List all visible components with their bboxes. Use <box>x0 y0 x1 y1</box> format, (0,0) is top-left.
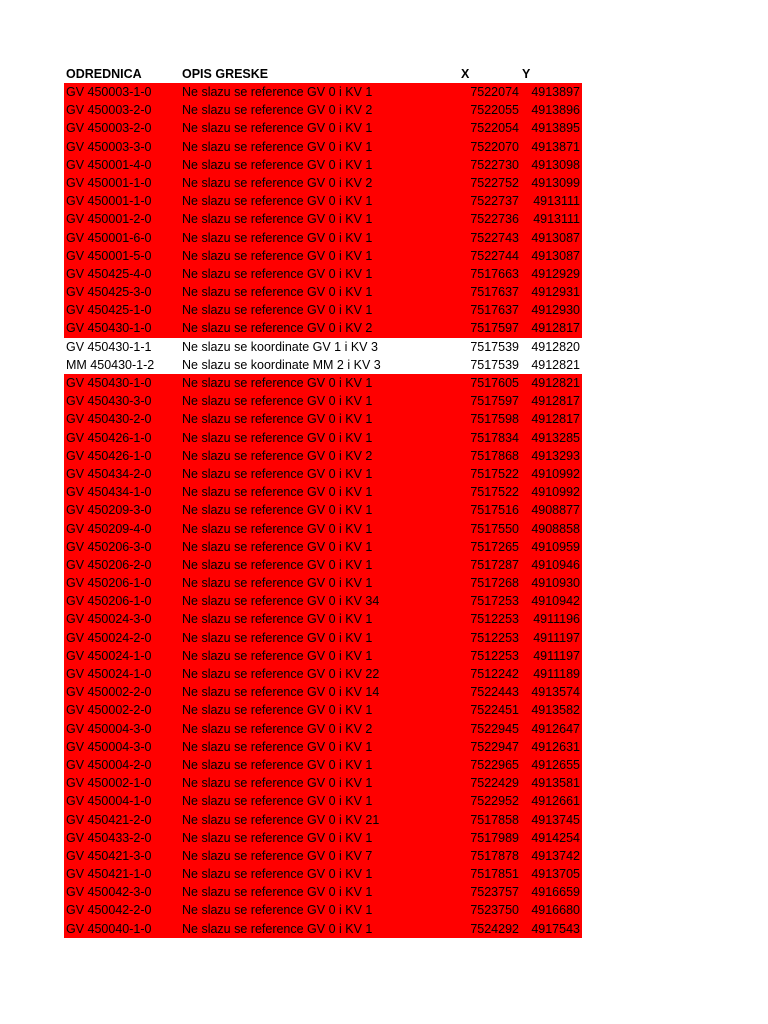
table-row <box>64 865 582 883</box>
cell-y[interactable]: 4912817 <box>531 412 580 427</box>
cell-description[interactable]: Ne slazu se reference GV 0 i KV 1 <box>182 412 373 427</box>
cell-code[interactable]: GV 450004-2-0 <box>66 757 152 772</box>
cell-code[interactable]: GV 450001-2-0 <box>66 212 152 227</box>
table-row <box>64 447 582 465</box>
cell-description[interactable]: Ne slazu se reference GV 0 i KV 1 <box>182 485 373 500</box>
cell-description[interactable]: Ne slazu se reference GV 0 i KV 1 <box>182 194 373 209</box>
cell-x[interactable]: 7522752 <box>470 175 519 190</box>
cell-x[interactable]: 7517663 <box>470 266 519 281</box>
cell-y[interactable]: 4913705 <box>531 867 580 882</box>
cell-code[interactable]: GV 450002-2-0 <box>66 703 152 718</box>
table-row <box>64 811 582 829</box>
header-code[interactable]: ODREDNICA <box>66 67 142 81</box>
cell-code[interactable]: GV 450206-1-0 <box>66 594 152 609</box>
table-row <box>64 465 582 483</box>
cell-description[interactable]: Ne slazu se koordinate GV 1 i KV 3 <box>182 339 378 354</box>
cell-description[interactable]: Ne slazu se reference GV 0 i KV 1 <box>182 248 373 263</box>
table-row <box>64 647 582 665</box>
cell-description[interactable]: Ne slazu se reference GV 0 i KV 2 <box>182 448 373 463</box>
cell-description[interactable]: Ne slazu se reference GV 0 i KV 14 <box>182 685 380 700</box>
table-row <box>64 701 582 719</box>
cell-y[interactable]: 4916680 <box>531 903 580 918</box>
cell-description[interactable]: Ne slazu se reference GV 0 i KV 1 <box>182 830 373 845</box>
cell-description[interactable]: Ne slazu se reference GV 0 i KV 1 <box>182 266 373 281</box>
cell-code[interactable]: GV 450002-2-0 <box>66 685 152 700</box>
cell-description[interactable]: Ne slazu se reference GV 0 i KV 1 <box>182 867 373 882</box>
table-row <box>64 901 582 919</box>
cell-x[interactable]: 7517539 <box>470 357 519 372</box>
table-row <box>64 410 582 428</box>
cell-code[interactable]: GV 450430-1-1 <box>66 339 152 354</box>
cell-description[interactable]: Ne slazu se reference GV 0 i KV 1 <box>182 539 373 554</box>
cell-y[interactable]: 4913574 <box>531 685 580 700</box>
cell-description[interactable]: Ne slazu se reference GV 0 i KV 1 <box>182 739 373 754</box>
cell-y[interactable]: 4913099 <box>531 175 580 190</box>
cell-code[interactable]: GV 450001-1-0 <box>66 194 152 209</box>
table-row <box>64 829 582 847</box>
cell-y[interactable]: 4912931 <box>531 285 580 300</box>
cell-code[interactable]: GV 450209-3-0 <box>66 503 152 518</box>
cell-x[interactable]: 7522443 <box>470 685 519 700</box>
cell-code[interactable]: GV 450426-1-0 <box>66 430 152 445</box>
cell-x[interactable]: 7522070 <box>470 139 519 154</box>
cell-code[interactable]: GV 450040-1-0 <box>66 921 152 936</box>
cell-description[interactable]: Ne slazu se reference GV 0 i KV 21 <box>182 812 380 827</box>
cell-x[interactable]: 7517597 <box>470 321 519 336</box>
cell-y[interactable]: 4916659 <box>531 885 580 900</box>
cell-code[interactable]: GV 450024-1-0 <box>66 667 152 681</box>
cell-y[interactable]: 4911189 <box>533 667 580 681</box>
cell-code[interactable]: GV 450421-1-0 <box>66 867 152 882</box>
table-row <box>64 338 582 356</box>
cell-x[interactable]: 7517989 <box>470 830 519 845</box>
cell-code[interactable]: GV 450421-2-0 <box>66 812 152 827</box>
cell-x[interactable]: 7524292 <box>470 921 519 936</box>
cell-code[interactable]: GV 450430-1-0 <box>66 321 152 336</box>
cell-x[interactable]: 7522743 <box>470 230 519 245</box>
table-row <box>64 792 582 810</box>
cell-x[interactable]: 7517253 <box>470 594 519 609</box>
cell-y[interactable]: 4913897 <box>531 85 580 99</box>
cell-x[interactable]: 7522744 <box>470 248 519 263</box>
cell-description[interactable]: Ne slazu se reference GV 0 i KV 1 <box>182 630 373 645</box>
table-row <box>64 247 582 265</box>
cell-y[interactable]: 4912817 <box>531 321 580 336</box>
cell-description[interactable]: Ne slazu se reference GV 0 i KV 22 <box>182 667 380 681</box>
cell-x[interactable]: 7517550 <box>470 521 519 536</box>
table-row <box>64 319 582 337</box>
cell-y[interactable]: 4913871 <box>531 139 580 154</box>
cell-x[interactable]: 7522074 <box>470 85 519 99</box>
cell-y[interactable]: 4912661 <box>531 794 580 809</box>
cell-description[interactable]: Ne slazu se koordinate MM 2 i KV 3 <box>182 357 381 372</box>
table-row <box>64 283 582 301</box>
cell-y[interactable]: 4911196 <box>533 612 580 627</box>
cell-y[interactable]: 4913742 <box>531 848 580 863</box>
table-row <box>64 683 582 701</box>
cell-code[interactable]: GV 450001-6-0 <box>66 230 152 245</box>
table-row <box>64 229 582 247</box>
cell-y[interactable]: 4912820 <box>531 339 580 354</box>
table-row <box>64 374 582 392</box>
table-row <box>64 138 582 156</box>
cell-code[interactable]: GV 450042-2-0 <box>66 903 152 918</box>
cell-y[interactable]: 4913285 <box>531 430 580 445</box>
error-table <box>64 66 582 938</box>
cell-code[interactable]: GV 450001-5-0 <box>66 248 152 263</box>
cell-y[interactable]: 4913896 <box>531 103 580 118</box>
cell-description[interactable]: Ne slazu se reference GV 0 i KV 1 <box>182 503 373 518</box>
table-row <box>64 538 582 556</box>
cell-code[interactable]: GV 450003-2-0 <box>66 121 152 136</box>
table-row <box>64 847 582 865</box>
cell-description[interactable]: Ne slazu se reference GV 0 i KV 2 <box>182 175 373 190</box>
cell-x[interactable]: 7517268 <box>470 576 519 591</box>
cell-code[interactable]: GV 450003-2-0 <box>66 103 152 118</box>
table-row <box>64 665 582 683</box>
cell-x[interactable]: 7522737 <box>470 194 519 209</box>
cell-y[interactable]: 4911197 <box>533 648 580 663</box>
cell-x[interactable]: 7517605 <box>470 376 519 390</box>
cell-description[interactable]: Ne slazu se reference GV 0 i KV 2 <box>182 321 373 336</box>
cell-description[interactable]: Ne slazu se reference GV 0 i KV 1 <box>182 376 373 390</box>
cell-description[interactable]: Ne slazu se reference GV 0 i KV 1 <box>182 303 373 318</box>
cell-x[interactable]: 7517516 <box>470 503 519 518</box>
cell-code[interactable]: GV 450024-1-0 <box>66 648 152 663</box>
cell-y[interactable]: 4913111 <box>533 212 580 227</box>
table-row <box>64 210 582 228</box>
table-row <box>64 174 582 192</box>
cell-x[interactable]: 7517598 <box>470 412 519 427</box>
cell-code[interactable]: GV 450206-3-0 <box>66 539 152 554</box>
cell-y[interactable]: 4910992 <box>531 485 580 500</box>
cell-y[interactable]: 4912647 <box>531 721 580 736</box>
cell-x[interactable]: 7517522 <box>470 485 519 500</box>
cell-code[interactable]: GV 450430-2-0 <box>66 412 152 427</box>
cell-code[interactable]: GV 450425-3-0 <box>66 285 152 300</box>
cell-description[interactable]: Ne slazu se reference GV 0 i KV 1 <box>182 394 373 409</box>
table-body <box>64 83 582 938</box>
header-description[interactable]: OPIS GRESKE <box>182 67 269 81</box>
table-row <box>64 483 582 501</box>
cell-description[interactable]: Ne slazu se reference GV 0 i KV 1 <box>182 466 373 481</box>
cell-x[interactable]: 7522945 <box>470 721 519 736</box>
cell-x[interactable]: 7522947 <box>470 739 519 754</box>
cell-description[interactable]: Ne slazu se reference GV 0 i KV 1 <box>182 430 373 445</box>
cell-description[interactable]: Ne slazu se reference GV 0 i KV 1 <box>182 757 373 772</box>
cell-code[interactable]: GV 450209-4-0 <box>66 521 152 536</box>
cell-x[interactable]: 7517637 <box>470 303 519 318</box>
cell-description[interactable]: Ne slazu se reference GV 0 i KV 1 <box>182 612 373 627</box>
cell-y[interactable]: 4910946 <box>531 557 580 572</box>
cell-x[interactable]: 7522736 <box>470 212 519 227</box>
cell-code[interactable]: GV 450426-1-0 <box>66 448 152 463</box>
cell-description[interactable]: Ne slazu se reference GV 0 i KV 1 <box>182 776 373 791</box>
table-row <box>64 501 582 519</box>
cell-code[interactable]: GV 450004-3-0 <box>66 739 152 754</box>
table-row <box>64 883 582 901</box>
cell-x[interactable]: 7522054 <box>470 121 519 136</box>
cell-y[interactable]: 4908858 <box>531 521 580 536</box>
cell-x[interactable]: 7517834 <box>470 430 519 445</box>
table-row <box>64 610 582 628</box>
table-row <box>64 429 582 447</box>
cell-description[interactable]: Ne slazu se reference GV 0 i KV 1 <box>182 212 373 227</box>
cell-y[interactable]: 4911197 <box>533 630 580 645</box>
cell-y[interactable]: 4914254 <box>531 830 580 845</box>
cell-y[interactable]: 4910959 <box>531 539 580 554</box>
cell-y[interactable]: 4910930 <box>531 576 580 591</box>
cell-description[interactable]: Ne slazu se reference GV 0 i KV 1 <box>182 285 373 300</box>
cell-description[interactable]: Ne slazu se reference GV 0 i KV 1 <box>182 230 373 245</box>
table-row <box>64 265 582 283</box>
cell-y[interactable]: 4913895 <box>531 121 580 136</box>
table-header-row <box>64 66 582 83</box>
cell-code[interactable]: GV 450001-1-0 <box>66 175 152 190</box>
cell-y[interactable]: 4913582 <box>531 703 580 718</box>
cell-description[interactable]: Ne slazu se reference GV 0 i KV 1 <box>182 703 373 718</box>
cell-y[interactable]: 4913111 <box>533 194 580 209</box>
table-row <box>64 592 582 610</box>
cell-code[interactable]: GV 450001-4-0 <box>66 157 152 172</box>
cell-y[interactable]: 4913087 <box>531 230 580 245</box>
cell-code[interactable]: GV 450003-1-0 <box>66 85 152 99</box>
cell-y[interactable]: 4913581 <box>531 776 580 791</box>
cell-code[interactable]: GV 450421-3-0 <box>66 848 152 863</box>
cell-description[interactable]: Ne slazu se reference GV 0 i KV 1 <box>182 521 373 536</box>
table-row <box>64 629 582 647</box>
cell-description[interactable]: Ne slazu se reference GV 0 i KV 1 <box>182 648 373 663</box>
cell-code[interactable]: GV 450425-4-0 <box>66 266 152 281</box>
cell-x[interactable]: 7522451 <box>470 703 519 718</box>
cell-y[interactable]: 4912817 <box>531 394 580 409</box>
table-row <box>64 301 582 319</box>
cell-description[interactable]: Ne slazu se reference GV 0 i KV 1 <box>182 139 373 154</box>
cell-y[interactable]: 4913293 <box>531 448 580 463</box>
cell-code[interactable]: GV 450024-2-0 <box>66 630 152 645</box>
cell-y[interactable]: 4913745 <box>531 812 580 827</box>
cell-description[interactable]: Ne slazu se reference GV 0 i KV 1 <box>182 85 373 99</box>
table-row <box>64 392 582 410</box>
table-row <box>64 356 582 374</box>
cell-code[interactable]: GV 450433-2-0 <box>66 830 152 845</box>
cell-y[interactable]: 4913098 <box>531 157 580 172</box>
cell-code[interactable]: GV 450434-1-0 <box>66 485 152 500</box>
cell-y[interactable]: 4912929 <box>531 266 580 281</box>
cell-description[interactable]: Ne slazu se reference GV 0 i KV 1 <box>182 121 373 136</box>
cell-x[interactable]: 7523750 <box>470 903 519 918</box>
cell-description[interactable]: Ne slazu se reference GV 0 i KV 2 <box>182 721 373 736</box>
cell-description[interactable]: Ne slazu se reference GV 0 i KV 1 <box>182 921 373 936</box>
cell-code[interactable]: GV 450434-2-0 <box>66 466 152 481</box>
cell-code[interactable]: MM 450430-1-2 <box>66 357 155 372</box>
cell-x[interactable]: 7523757 <box>470 885 519 900</box>
table-row <box>64 574 582 592</box>
table-row <box>64 774 582 792</box>
cell-code[interactable]: GV 450003-3-0 <box>66 139 152 154</box>
table-row <box>64 119 582 137</box>
cell-x[interactable]: 7517851 <box>470 867 519 882</box>
cell-x[interactable]: 7517522 <box>470 466 519 481</box>
cell-x[interactable]: 7522055 <box>470 103 519 118</box>
cell-y[interactable]: 4912655 <box>531 757 580 772</box>
cell-x[interactable]: 7512253 <box>470 612 519 627</box>
table-row <box>64 920 582 938</box>
cell-code[interactable]: GV 450042-3-0 <box>66 885 152 900</box>
cell-x[interactable]: 7512242 <box>470 667 519 681</box>
cell-x[interactable]: 7517597 <box>470 394 519 409</box>
cell-y[interactable]: 4917543 <box>531 921 580 936</box>
cell-y[interactable]: 4913087 <box>531 248 580 263</box>
cell-x[interactable]: 7517637 <box>470 285 519 300</box>
cell-y[interactable]: 4908877 <box>531 503 580 518</box>
cell-description[interactable]: Ne slazu se reference GV 0 i KV 1 <box>182 557 373 572</box>
table-row <box>64 756 582 774</box>
cell-description[interactable]: Ne slazu se reference GV 0 i KV 1 <box>182 794 373 809</box>
header-x[interactable]: X <box>461 67 470 81</box>
cell-description[interactable]: Ne slazu se reference GV 0 i KV 2 <box>182 103 373 118</box>
table-row <box>64 156 582 174</box>
cell-code[interactable]: GV 450004-3-0 <box>66 721 152 736</box>
cell-x[interactable]: 7522965 <box>470 757 519 772</box>
cell-description[interactable]: Ne slazu se reference GV 0 i KV 1 <box>182 576 373 591</box>
cell-y[interactable]: 4910942 <box>531 594 580 609</box>
cell-x[interactable]: 7522429 <box>470 776 519 791</box>
table-row <box>64 83 582 101</box>
header-y[interactable]: Y <box>522 67 531 81</box>
cell-x[interactable]: 7517858 <box>470 812 519 827</box>
cell-x[interactable]: 7512253 <box>470 648 519 663</box>
cell-code[interactable]: GV 450425-1-0 <box>66 303 152 318</box>
cell-x[interactable]: 7517878 <box>470 848 519 863</box>
cell-code[interactable]: GV 450206-2-0 <box>66 557 152 572</box>
cell-x[interactable]: 7517868 <box>470 448 519 463</box>
cell-code[interactable]: GV 450206-1-0 <box>66 576 152 591</box>
cell-x[interactable]: 7522730 <box>470 157 519 172</box>
cell-description[interactable]: Ne slazu se reference GV 0 i KV 34 <box>182 594 380 609</box>
cell-y[interactable]: 4912930 <box>531 303 580 318</box>
cell-code[interactable]: GV 450024-3-0 <box>66 612 152 627</box>
cell-description[interactable]: Ne slazu se reference GV 0 i KV 7 <box>182 848 373 863</box>
cell-code[interactable]: GV 450002-1-0 <box>66 776 152 791</box>
cell-description[interactable]: Ne slazu se reference GV 0 i KV 1 <box>182 157 373 172</box>
cell-x[interactable]: 7517539 <box>470 339 519 354</box>
cell-description[interactable]: Ne slazu se reference GV 0 i KV 1 <box>182 903 373 918</box>
cell-x[interactable]: 7522952 <box>470 794 519 809</box>
cell-y[interactable]: 4910992 <box>531 466 580 481</box>
cell-x[interactable]: 7517287 <box>470 557 519 572</box>
cell-y[interactable]: 4912821 <box>531 357 580 372</box>
cell-y[interactable]: 4912631 <box>531 739 580 754</box>
table-row <box>64 192 582 210</box>
cell-description[interactable]: Ne slazu se reference GV 0 i KV 1 <box>182 885 373 900</box>
cell-code[interactable]: GV 450430-1-0 <box>66 376 152 390</box>
table-row <box>64 720 582 738</box>
table-row <box>64 101 582 119</box>
table-row <box>64 738 582 756</box>
cell-code[interactable]: GV 450004-1-0 <box>66 794 152 809</box>
cell-y[interactable]: 4912821 <box>531 376 580 390</box>
cell-x[interactable]: 7512253 <box>470 630 519 645</box>
cell-x[interactable]: 7517265 <box>470 539 519 554</box>
cell-code[interactable]: GV 450430-3-0 <box>66 394 152 409</box>
table-row <box>64 556 582 574</box>
table-row <box>64 520 582 538</box>
